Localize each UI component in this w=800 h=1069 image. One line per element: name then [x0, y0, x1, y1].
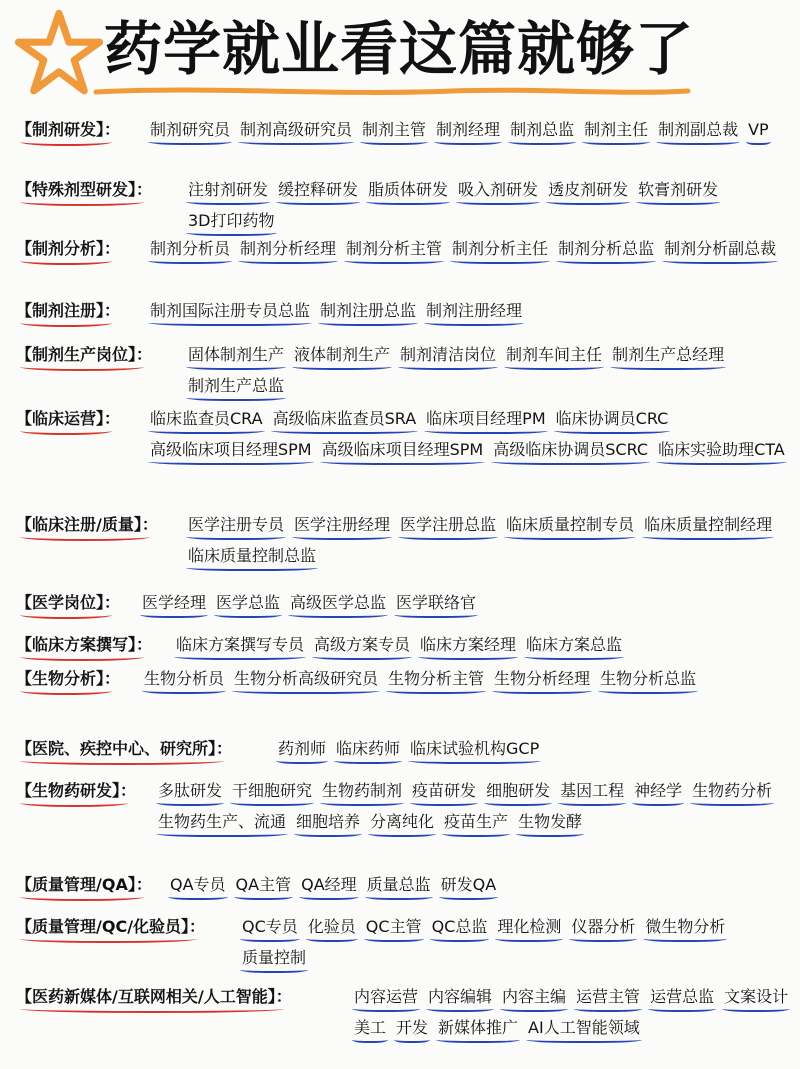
job-item: 医学经理 — [142, 588, 206, 619]
job-item: 制剂注册经理 — [426, 296, 522, 327]
job-list — [188, 340, 796, 402]
job-item: 制剂副总裁 — [658, 115, 738, 146]
section-medical — [16, 588, 796, 618]
job-item: 制剂生产总监 — [188, 371, 284, 402]
job-item: 运营总监 — [650, 982, 714, 1013]
job-item: 质量总监 — [367, 870, 431, 901]
section-label: 【制剂研发】： — [16, 115, 120, 149]
job-item: 仪器分析 — [571, 912, 635, 943]
section-qa — [16, 870, 796, 900]
job-item: 生物药生产、流通 — [158, 807, 286, 838]
job-item: 化验员 — [308, 912, 356, 943]
job-item: QC主管 — [366, 912, 422, 943]
job-item: 3D打印药物 — [188, 206, 275, 237]
job-list — [176, 630, 796, 661]
job-item: 制剂清洁岗位 — [400, 340, 496, 371]
job-item: 制剂高级研究员 — [240, 115, 352, 146]
job-item: 制剂研究员 — [150, 115, 230, 146]
job-item: 高级临床项目经理SPM — [322, 435, 484, 466]
section-formulation-registration — [16, 296, 796, 326]
job-list — [150, 115, 796, 146]
job-item: 脂质体研发 — [368, 175, 448, 206]
section-label: 【制剂生产岗位】： — [16, 340, 152, 374]
job-item: 临床质量控制专员 — [506, 510, 634, 541]
job-item: 生物分析总监 — [600, 664, 696, 695]
job-item: 内容运营 — [354, 982, 418, 1013]
job-item: 微生物分析 — [645, 912, 725, 943]
star-icon — [14, 8, 104, 98]
job-item: 开发 — [396, 1013, 428, 1044]
job-list — [278, 734, 796, 765]
job-item: QC总监 — [432, 912, 488, 943]
job-item: 医学注册经理 — [294, 510, 390, 541]
job-item: 生物药分析 — [692, 776, 772, 807]
job-item: 内容编辑 — [428, 982, 492, 1013]
job-item: 生物分析高级研究员 — [234, 664, 378, 695]
section-label: 【临床运营】： — [16, 404, 120, 438]
section-label: 【医学岗位】： — [16, 588, 120, 622]
section-label: 【生物药研发】： — [16, 776, 136, 810]
job-item: 制剂主任 — [584, 115, 648, 146]
job-item: 制剂总监 — [510, 115, 574, 146]
job-item: 药剂师 — [278, 734, 326, 765]
job-item: 文案设计 — [724, 982, 788, 1013]
section-qc — [16, 912, 796, 968]
job-item: 生物分析主管 — [388, 664, 484, 695]
job-list — [188, 510, 796, 572]
job-item: 临床方案总监 — [526, 630, 622, 661]
job-item: 高级临床协调员SCRC — [493, 435, 648, 466]
job-item: 质量控制 — [242, 943, 306, 974]
job-item: AI人工智能领域 — [528, 1013, 640, 1044]
section-label: 【医药新媒体/互联网相关/人工智能】： — [16, 982, 292, 1016]
job-item: 制剂分析副总裁 — [664, 234, 776, 265]
job-list — [142, 588, 796, 619]
job-item: 高级医学总监 — [290, 588, 386, 619]
job-item: 研发QA — [441, 870, 497, 901]
job-item: 制剂生产总经理 — [612, 340, 724, 371]
section-label: 【质量管理/QC/化验员】： — [16, 912, 205, 946]
section-special-dosage — [16, 175, 796, 231]
job-item: 疫苗生产 — [444, 807, 508, 838]
title-underline — [92, 82, 692, 102]
job-item: 临床监查员CRA — [150, 404, 263, 435]
job-item: 注射剂研发 — [188, 175, 268, 206]
page-title: 药学就业看这篇就够了 — [104, 15, 695, 83]
job-item: 医学总监 — [216, 588, 280, 619]
section-formulation-analysis — [16, 234, 796, 290]
job-list — [150, 234, 796, 265]
job-item: 制剂车间主任 — [506, 340, 602, 371]
job-item: QA专员 — [170, 870, 226, 901]
job-item: 制剂注册总监 — [320, 296, 416, 327]
section-label: 【临床注册/质量】： — [16, 510, 158, 544]
section-label: 【临床方案撰写】： — [16, 630, 152, 664]
job-item: 临床试验机构GCP — [410, 734, 539, 765]
job-item: 吸入剂研发 — [458, 175, 538, 206]
job-item: 生物发酵 — [518, 807, 582, 838]
section-new-media — [16, 982, 796, 1038]
section-clinical-operations — [16, 404, 796, 494]
section-label: 【特殊剂型研发】： — [16, 175, 152, 209]
job-item: 新媒体推广 — [438, 1013, 518, 1044]
job-item: 制剂分析员 — [150, 234, 230, 265]
job-item: 医学联络官 — [396, 588, 476, 619]
job-item: 临床药师 — [336, 734, 400, 765]
job-item: 生物药制剂 — [322, 776, 402, 807]
section-label: 【制剂注册】： — [16, 296, 120, 330]
job-list — [354, 982, 796, 1044]
job-item: 分离纯化 — [370, 807, 434, 838]
job-item: 制剂分析总监 — [558, 234, 654, 265]
job-item: 临床实验助理CTA — [658, 435, 785, 466]
job-item: 生物分析经理 — [494, 664, 590, 695]
job-item: 制剂分析主任 — [452, 234, 548, 265]
job-list — [158, 776, 796, 838]
job-item: QA经理 — [301, 870, 357, 901]
job-item: 临床方案经理 — [420, 630, 516, 661]
job-item: 高级临床项目经理SPM — [150, 435, 312, 466]
job-item: 软膏剂研发 — [638, 175, 718, 206]
section-label: 【医院、疾控中心、研究所】： — [16, 734, 232, 768]
job-list — [188, 175, 796, 237]
section-label: 【制剂分析】： — [16, 234, 120, 268]
job-item: 多肽研发 — [158, 776, 222, 807]
job-item: 干细胞研究 — [232, 776, 312, 807]
job-item: 临床质量控制总监 — [188, 541, 316, 572]
job-item: 制剂经理 — [436, 115, 500, 146]
job-item: 透皮剂研发 — [548, 175, 628, 206]
section-formulation-rd — [16, 115, 796, 171]
section-bioanalysis — [16, 664, 796, 720]
job-item: 高级临床监查员SRA — [273, 404, 417, 435]
job-item: 运营主管 — [576, 982, 640, 1013]
job-item: 临床质量控制经理 — [644, 510, 772, 541]
section-hospital-cdc — [16, 734, 796, 764]
section-clinical-protocol — [16, 630, 796, 660]
job-item: VP — [748, 115, 769, 146]
section-label: 【生物分析】： — [16, 664, 120, 698]
job-item: QA主管 — [236, 870, 292, 901]
header — [0, 0, 800, 105]
job-item: 生物分析员 — [144, 664, 224, 695]
job-list — [242, 912, 796, 974]
job-item: 临床方案撰写专员 — [176, 630, 304, 661]
section-biopharma-rd — [16, 776, 796, 860]
section-clinical-registration-quality — [16, 510, 796, 566]
job-item: 制剂国际注册专员总监 — [150, 296, 310, 327]
job-list — [150, 296, 796, 327]
job-item: 医学注册专员 — [188, 510, 284, 541]
job-item: QC专员 — [242, 912, 298, 943]
section-production — [16, 340, 796, 396]
job-item: 基因工程 — [560, 776, 624, 807]
job-item: 疫苗研发 — [412, 776, 476, 807]
job-item: 制剂主管 — [362, 115, 426, 146]
job-list — [144, 664, 796, 695]
job-item: 美工 — [354, 1013, 386, 1044]
job-item: 制剂分析主管 — [346, 234, 442, 265]
job-item: 固体制剂生产 — [188, 340, 284, 371]
section-label: 【质量管理/QA】： — [16, 870, 152, 904]
job-item: 神经学 — [634, 776, 682, 807]
job-item: 细胞研发 — [486, 776, 550, 807]
job-item: 细胞培养 — [296, 807, 360, 838]
job-item: 内容主编 — [502, 982, 566, 1013]
job-item: 高级方案专员 — [314, 630, 410, 661]
job-item: 临床协调员CRC — [556, 404, 669, 435]
job-item: 缓控释研发 — [278, 175, 358, 206]
job-item: 临床项目经理PM — [426, 404, 545, 435]
job-list — [170, 870, 796, 901]
job-list — [150, 404, 796, 466]
job-item: 液体制剂生产 — [294, 340, 390, 371]
job-item: 理化检测 — [497, 912, 561, 943]
job-item: 制剂分析经理 — [240, 234, 336, 265]
job-item: 医学注册总监 — [400, 510, 496, 541]
